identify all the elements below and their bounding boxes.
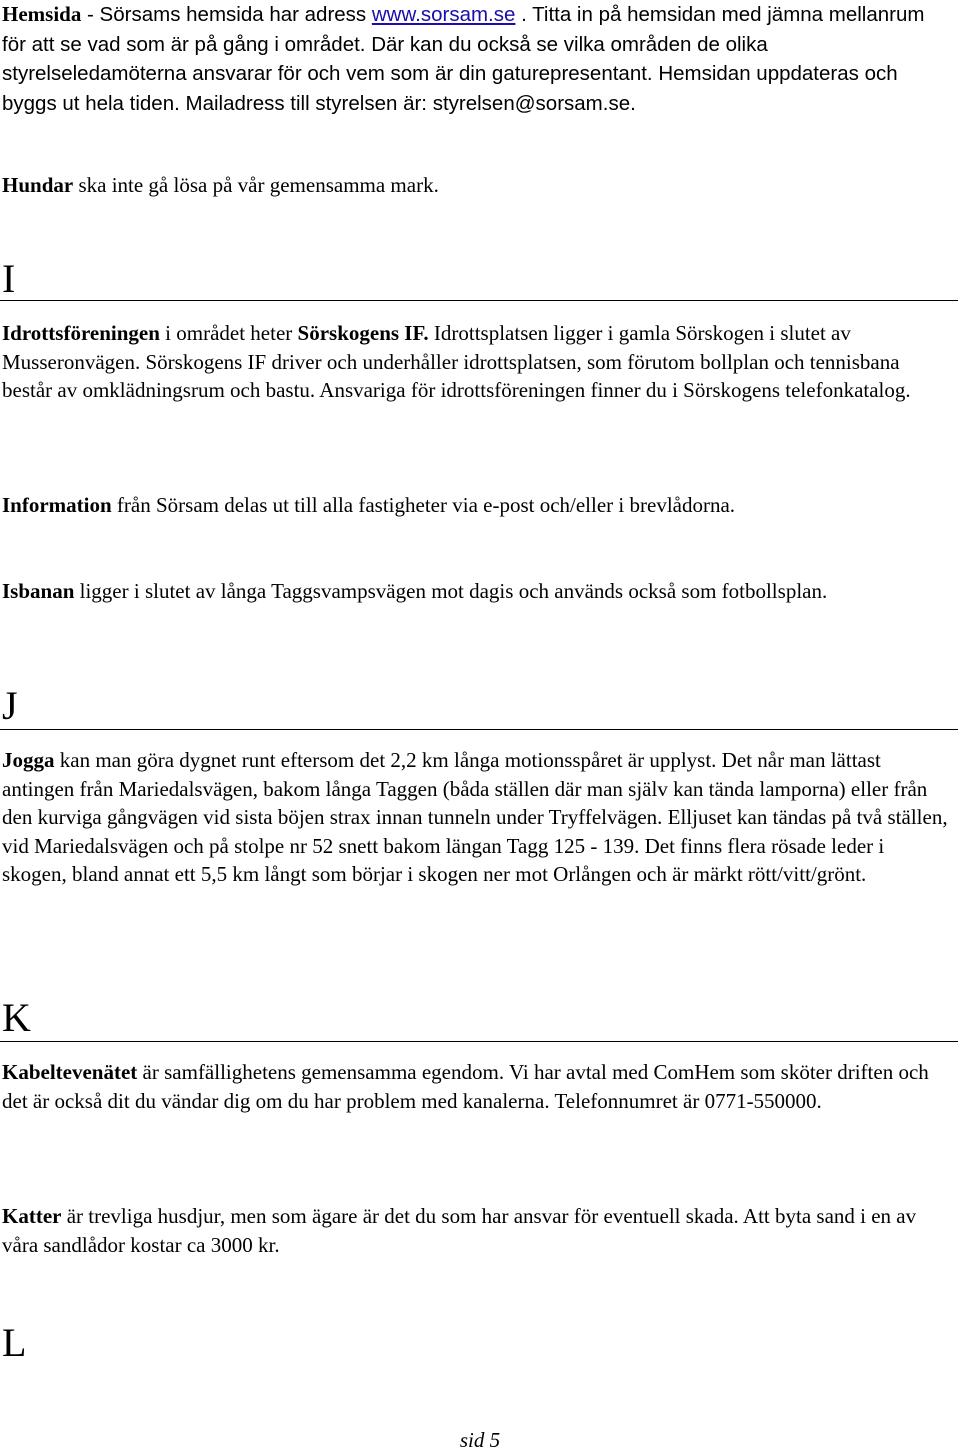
club-name: Sörskogens IF. xyxy=(297,321,429,345)
section-letter-i: I xyxy=(2,256,16,301)
entry-hundar xyxy=(2,171,954,200)
isbanan-text: ligger i slutet av långa Taggsvampsvägen mot dagis och används också som fotbollsplan. xyxy=(74,579,828,603)
section-divider-i xyxy=(0,300,958,301)
entry-idrottsforeningen xyxy=(2,319,954,405)
entry-isbanan xyxy=(2,577,954,606)
sorsam-website-link[interactable]: www.sorsam.se xyxy=(371,3,516,26)
entry-hemsida xyxy=(2,0,954,118)
jogga-text: kan man göra dygnet runt eftersom det 2,2 km långa motionsspåret är upplyst. Det når man lättast antingen från Mariedalsvägen, bakom långa Taggen (båda ställen där man själv kan tända lamporna) eller från den kurviga gångvägen vid sista böjen strax innan tunneln under Tryffelvägen. Elljuset kan tändas på två ställen, vid Mariedalsvägen och på stolpe nr 52 snett bakom längan Tagg 125 - 139. Det finns flera rösade leder i skogen, bland annat ett 5,5 km långt som börjar i skogen ner mot Orlången och är märkt rött/vitt/grönt. xyxy=(2,748,948,886)
kabel-text: är samfällighetens gemensamma egendom. Vi har avtal med ComHem som sköter driften och det är också dit du vändar dig om du har problem med kanalerna. Telefonnumret är 0771-550000. xyxy=(2,1060,929,1113)
term-idrottsforeningen: Idrottsföreningen xyxy=(2,321,160,345)
section-divider-j xyxy=(0,729,958,730)
term-isbanan: Isbanan xyxy=(2,579,75,603)
entry-katter xyxy=(2,1202,954,1259)
hemsida-text-1: - Sörsams hemsida har adress xyxy=(81,3,372,26)
idrott-text-2: Idrottsplatsen ligger i gamla Sörskogen i slutet av Musseronvägen. Sörskogens IF driver och underhåller idrottsplatsen, som förutom bollplan och tennisbana består av omklädningsrum och bastu. Ansvariga för idrottsföreningen finner du i Sörskogens telefonkatalog. xyxy=(2,321,911,402)
term-jogga: Jogga xyxy=(2,748,55,772)
idrott-text-1: i området heter xyxy=(159,321,298,345)
information-text: från Sörsam delas ut till alla fastigheter via e-post och/eller i brevlådorna. xyxy=(111,493,736,517)
term-katter: Katter xyxy=(2,1204,62,1228)
section-letter-j: J xyxy=(2,683,18,728)
section-letter-l: L xyxy=(2,1320,27,1365)
entry-kabeltevenatet xyxy=(2,1058,954,1115)
entry-information xyxy=(2,491,954,520)
page-number: sid 5 xyxy=(459,1428,501,1452)
entry-jogga xyxy=(2,746,954,889)
hemsida-text-2: . Titta in på hemsidan med jämna mellanrum för att se vad som är på gång i området. Där kan du också se vilka områden de olika styrelseledamöterna ansvarar för och vem som är din gaturepresentant. Hemsidan uppdateras och byggs ut hela tiden. Mailadress till styrelsen är: styrelsen@sorsam.se. xyxy=(2,3,925,115)
section-letter-k: K xyxy=(2,995,31,1040)
term-hundar: Hundar xyxy=(2,173,74,197)
term-information: Information xyxy=(2,493,112,517)
term-kabeltevenatet: Kabeltevenätet xyxy=(2,1060,138,1084)
katter-text: är trevliga husdjur, men som ägare är det du som har ansvar för eventuell skada. Att byta sand i en av våra sandlådor kostar ca 3000 kr. xyxy=(2,1204,917,1257)
section-divider-k xyxy=(0,1041,958,1042)
term-hemsida: Hemsida xyxy=(2,2,82,26)
hundar-text: ska inte gå lösa på vår gemensamma mark. xyxy=(73,173,439,197)
